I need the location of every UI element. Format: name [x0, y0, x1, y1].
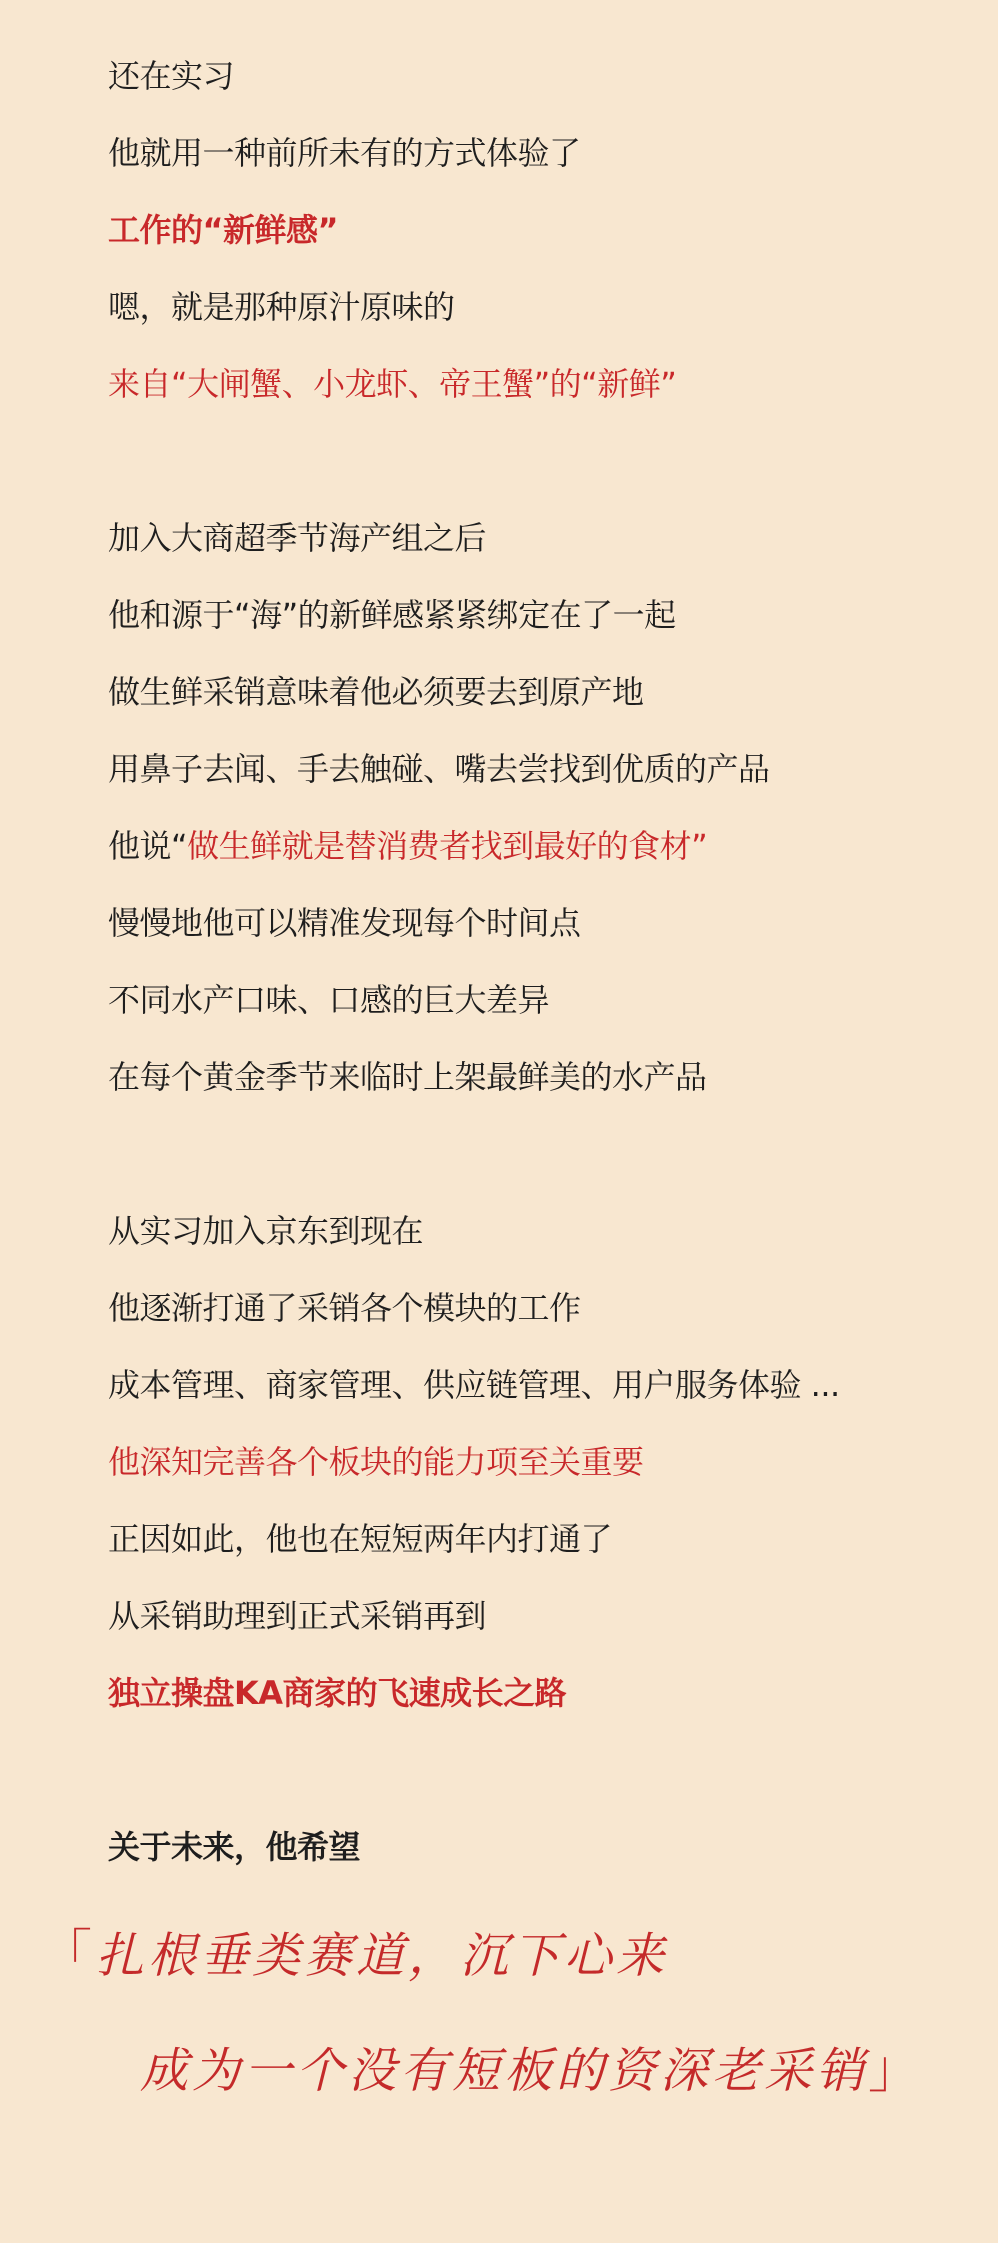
- text-line: 还在实习: [108, 57, 235, 95]
- text-line: 从采销助理到正式采销再到: [108, 1597, 487, 1635]
- text-line: 做生鲜采销意味着他必须要去到原产地: [108, 673, 644, 711]
- quote-text-2: 成为一个没有短板的资深老采销: [140, 2043, 869, 2099]
- paragraph-gap: [108, 433, 968, 510]
- handwritten-quote: [40, 1920, 980, 2120]
- text-line: 在每个黄金季节来临时上架最鲜美的水产品: [108, 1058, 707, 1096]
- highlight-line: 他深知完善各个板块的能力项至关重要: [108, 1443, 644, 1481]
- highlight-line: 工作的“新鲜感”: [108, 211, 339, 249]
- quote-line: [108, 818, 968, 895]
- paragraph-gap: [108, 1742, 968, 1819]
- text-line: 加入大商超季节海产组之后: [108, 519, 487, 557]
- quote-line-1: [40, 1920, 668, 1991]
- text-line: 成本管理、商家管理、供应链管理、用户服务体验 ...: [108, 1366, 840, 1404]
- text-line: 他就用一种前所未有的方式体验了: [108, 134, 581, 172]
- text-line: 他和源于“海”的新鲜感紧紧绑定在了一起: [108, 596, 676, 634]
- close-bracket: 」: [868, 2040, 925, 2100]
- text-line: 嗯，就是那种原汁原味的: [108, 288, 455, 326]
- text-line: 慢慢地他可以精准发现每个时间点: [108, 904, 581, 942]
- quote-highlight: 做生鲜就是替消费者找到最好的食材”: [187, 827, 708, 865]
- text-line: 正因如此，他也在短短两年内打通了: [108, 1520, 613, 1558]
- text-line: 他逐渐打通了采销各个模块的工作: [108, 1289, 581, 1327]
- lead-in-line: 关于未来，他希望: [108, 1828, 361, 1866]
- text-line: 不同水产口味、口感的巨大差异: [108, 981, 550, 1019]
- open-bracket: 「: [40, 1925, 97, 1985]
- quote-prefix: 他说“: [108, 827, 188, 865]
- text-line: 用鼻子去闻、手去触碰、嘴去尝找到优质的产品: [108, 750, 770, 788]
- highlight-line: 来自“大闸蟹、小龙虾、帝王蟹”的“新鲜”: [108, 365, 677, 403]
- paragraph-gap: [108, 1126, 968, 1203]
- text-line: 从实习加入京东到现在: [108, 1212, 424, 1250]
- quote-text-1: 扎根垂类赛道，沉下心来: [96, 1928, 669, 1984]
- quote-line-2: [140, 2035, 924, 2106]
- article-body: [108, 48, 968, 1896]
- highlight-line: 独立操盘KA商家的飞速成长之路: [108, 1674, 567, 1712]
